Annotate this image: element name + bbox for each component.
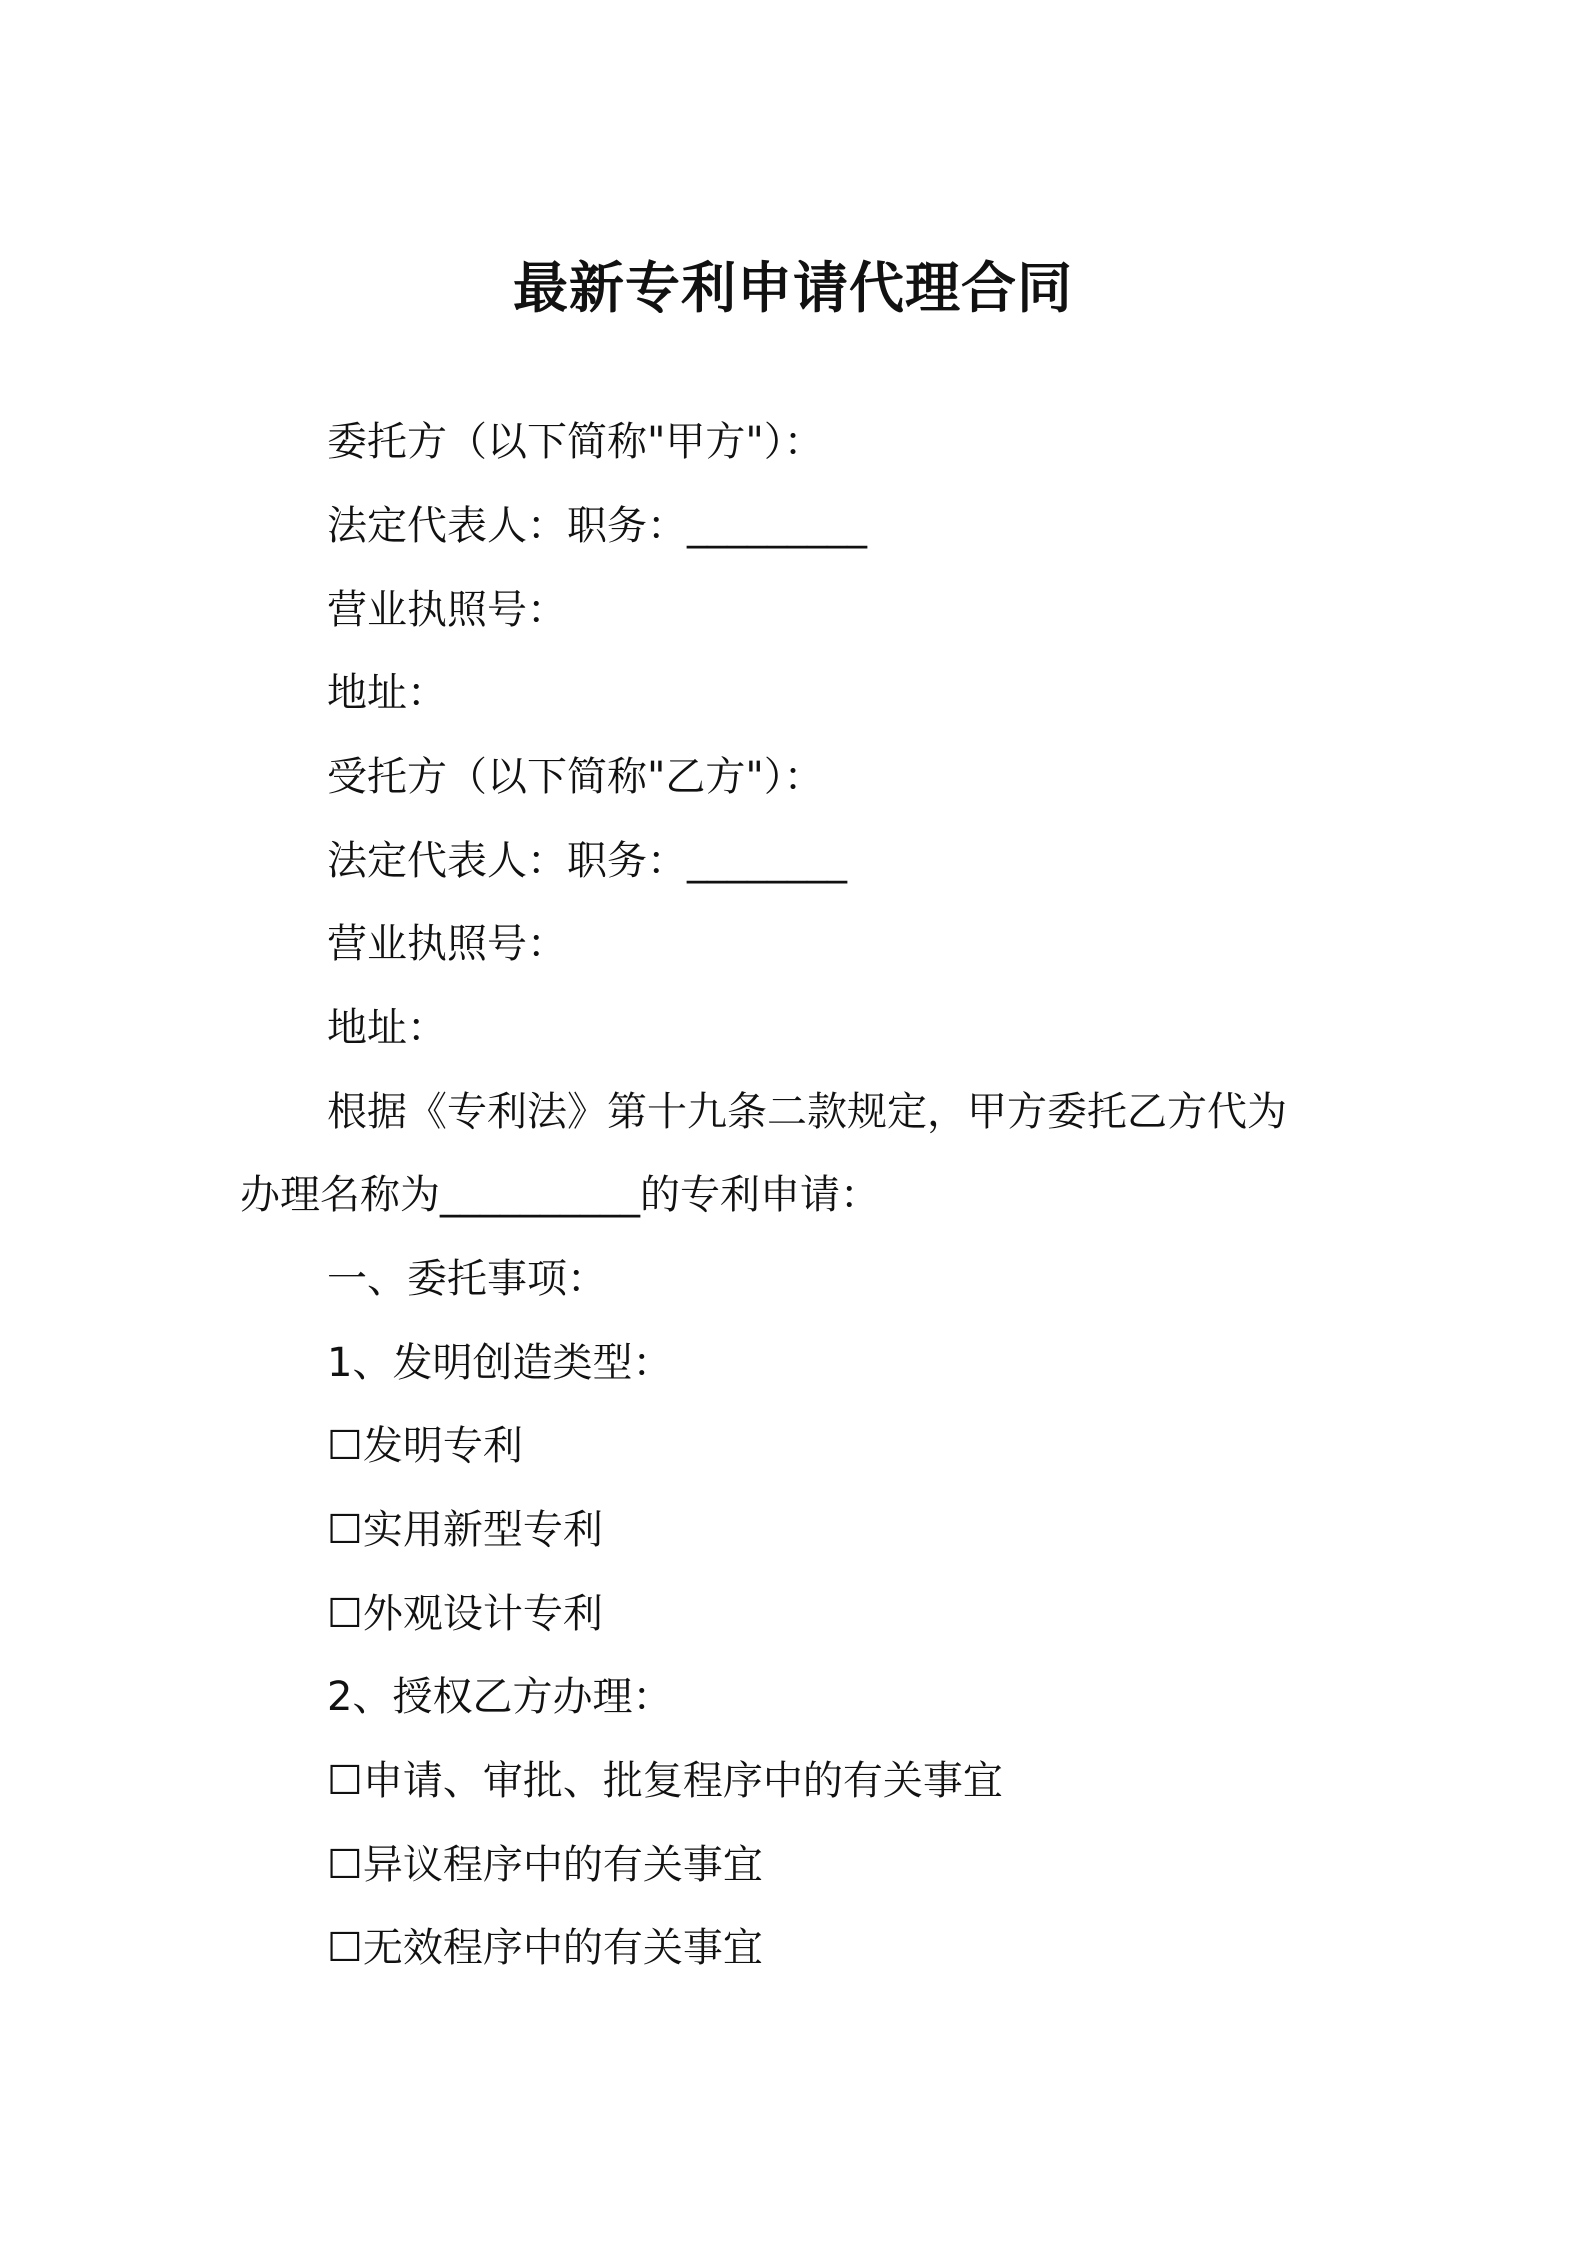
basis-paragraph-line-1: 根据《专利法》第十九条二款规定，甲方委托乙方代为 (327, 1089, 1287, 1135)
client-legal-rep-line: 法定代表人：职务：_________ (327, 503, 867, 549)
checkbox-design-patent: ☐外观设计专利 (327, 1591, 603, 1637)
client-address-line: 地址： (327, 670, 447, 716)
client-license-line: 营业执照号： (327, 587, 567, 633)
section-heading-entrusted-matters: 一、委托事项： (327, 1256, 607, 1302)
item-invention-type: 1、发明创造类型： (327, 1340, 673, 1386)
agent-license-line: 营业执照号： (327, 921, 567, 967)
checkbox-invalidation-matters: ☐无效程序中的有关事宜 (327, 1925, 763, 1971)
agent-legal-rep-line: 法定代表人：职务：________ (327, 838, 847, 884)
client-party-line: 委托方（以下简称"甲方"）： (327, 419, 824, 465)
checkbox-opposition-matters: ☐异议程序中的有关事宜 (327, 1842, 763, 1888)
basis-paragraph-line-2: 办理名称为__________的专利申请： (240, 1172, 880, 1218)
document-title: 最新专利申请代理合同 (512, 256, 1073, 320)
checkbox-invention-patent: ☐发明专利 (327, 1423, 523, 1469)
agent-party-line: 受托方（以下简称"乙方"）： (327, 754, 824, 800)
item-authorization: 2、授权乙方办理： (327, 1674, 673, 1720)
checkbox-application-matters: ☐申请、审批、批复程序中的有关事宜 (327, 1758, 1003, 1804)
agent-address-line: 地址： (327, 1005, 447, 1051)
checkbox-utility-model-patent: ☐实用新型专利 (327, 1507, 603, 1553)
